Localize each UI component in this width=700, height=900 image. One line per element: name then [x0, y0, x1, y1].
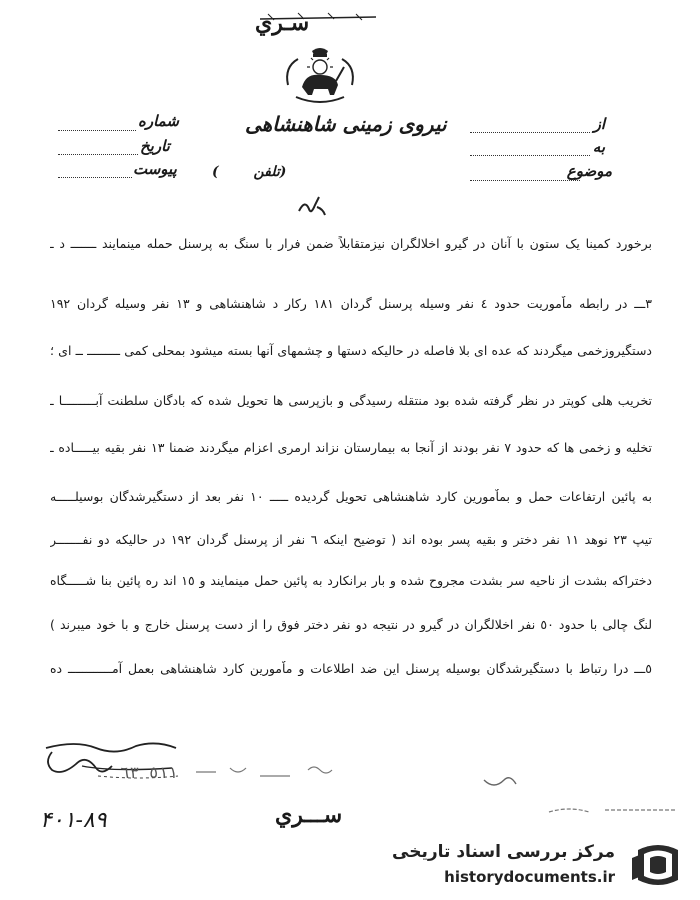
- to-field: [470, 155, 590, 156]
- faint-stamp-marks-icon: [190, 758, 370, 788]
- subject-field: [470, 180, 580, 181]
- faint-date-marks-icon: [545, 800, 695, 822]
- to-label: به: [592, 138, 605, 156]
- date-label: تاریخ: [140, 137, 170, 155]
- watermark-name: مرکز بررسی اسناد تاریخی: [392, 842, 615, 862]
- body-line: ٥ـــ درا رتباط با دستگیرشدگان بوسیله پرسنل این ضد اطلاعات و ماٌمورین کارد شاهنشاهی بعمل آمــــــــــــ ده: [50, 661, 652, 676]
- phone-label: (تلفن ): [212, 164, 287, 180]
- body-line: ۳ـــ در رابطه ماٌموریت حدود ٤ نفر وسیله پرسنل گردان ۱۸۱ رکار د شاهنشاهی و ۱۳ نفر وسیله گردان ۱۹۲: [50, 296, 652, 311]
- number-field: [58, 130, 136, 131]
- number-label: شماره: [138, 112, 179, 130]
- watermark-url: historydocuments.ir: [444, 868, 615, 886]
- handwritten-page-mark-icon: [295, 193, 329, 219]
- body-line: برخورد کمینا یک ستون با آنان در گیرو اخلالگران نیزمتقابلاً ضمن فرار با سنگ به پرسنل حمله مینمایند ـــــــ د ـ: [50, 236, 652, 251]
- classification-mark-top: سـري: [255, 10, 310, 36]
- archive-logo-icon: [630, 838, 686, 892]
- from-field: [470, 132, 590, 133]
- attachment-field: [58, 177, 132, 178]
- body-line: تیپ ۲۳ نوهد ۱۱ نفر دختر و بقیه پسر بوده اند ( توضیح اینکه ٦ نفر از پرسنل گردان ۱۹۲ در حالیکه دو نفـــــــر: [50, 532, 652, 547]
- classification-mark-bottom: ســـري: [275, 802, 343, 828]
- from-label: از: [593, 115, 605, 133]
- attachment-label: پیوست: [133, 160, 177, 178]
- body-line: به پائین ارتفاعات حمل و بماٌمورین کارد شاهنشاهی تحویل گردیده ـــــ ۱۰ نفر بعد از دستگیرشدگان بوسیلـــــه: [50, 489, 652, 504]
- faint-mark-icon: [480, 770, 520, 800]
- body-line: دختراکه بشدت از ناحیه سر بشدت مجروح شده و بار برانکارد به پائین حمل مینمایند و ١٥ اند ره پائین بنا شـــــگاه: [50, 573, 652, 588]
- organization-title: نیروی زمینی شاهنشاهی: [245, 112, 447, 136]
- lion-and-sun-emblem-icon: [282, 45, 358, 111]
- body-line: تخریب هلی کوپتر در نظر گرفته شده بود منتقله رسیدگی و بازپرسی ها تحویل شده که بادگان سلطنت آبـــــــــا ـ: [50, 393, 652, 408]
- date-field: [58, 154, 138, 155]
- document-number: ۴۰۱-۸۹: [40, 808, 107, 833]
- classification-strike-icon: [258, 10, 378, 24]
- reference-stamp: ٥١١ ٦٣: [120, 763, 178, 782]
- body-line: دستگیروزخمی میگردند که عده ای بلا فاصله در حالیکه دستها و چشمهای آنها بسته میشود بمحلی کمی ـــــــــ ــ ای ؛: [50, 343, 652, 358]
- body-line: لنگ چالی با حدود ٥٠ نفر اخلالگران در گیرو در نتیجه دو نفر دختر فوق را از دست پرسنل خارج و با خود میبرند ): [50, 617, 652, 632]
- body-line: تخلیه و زخمی ها که حدود ۷ نفر بودند از آنجا به بیمارستان نزاند ارمری اعزام میگردند ضمنا ۱۳ نفر بقیه بیـــــاده ـ: [50, 440, 652, 455]
- subject-label: موضوع: [566, 162, 612, 180]
